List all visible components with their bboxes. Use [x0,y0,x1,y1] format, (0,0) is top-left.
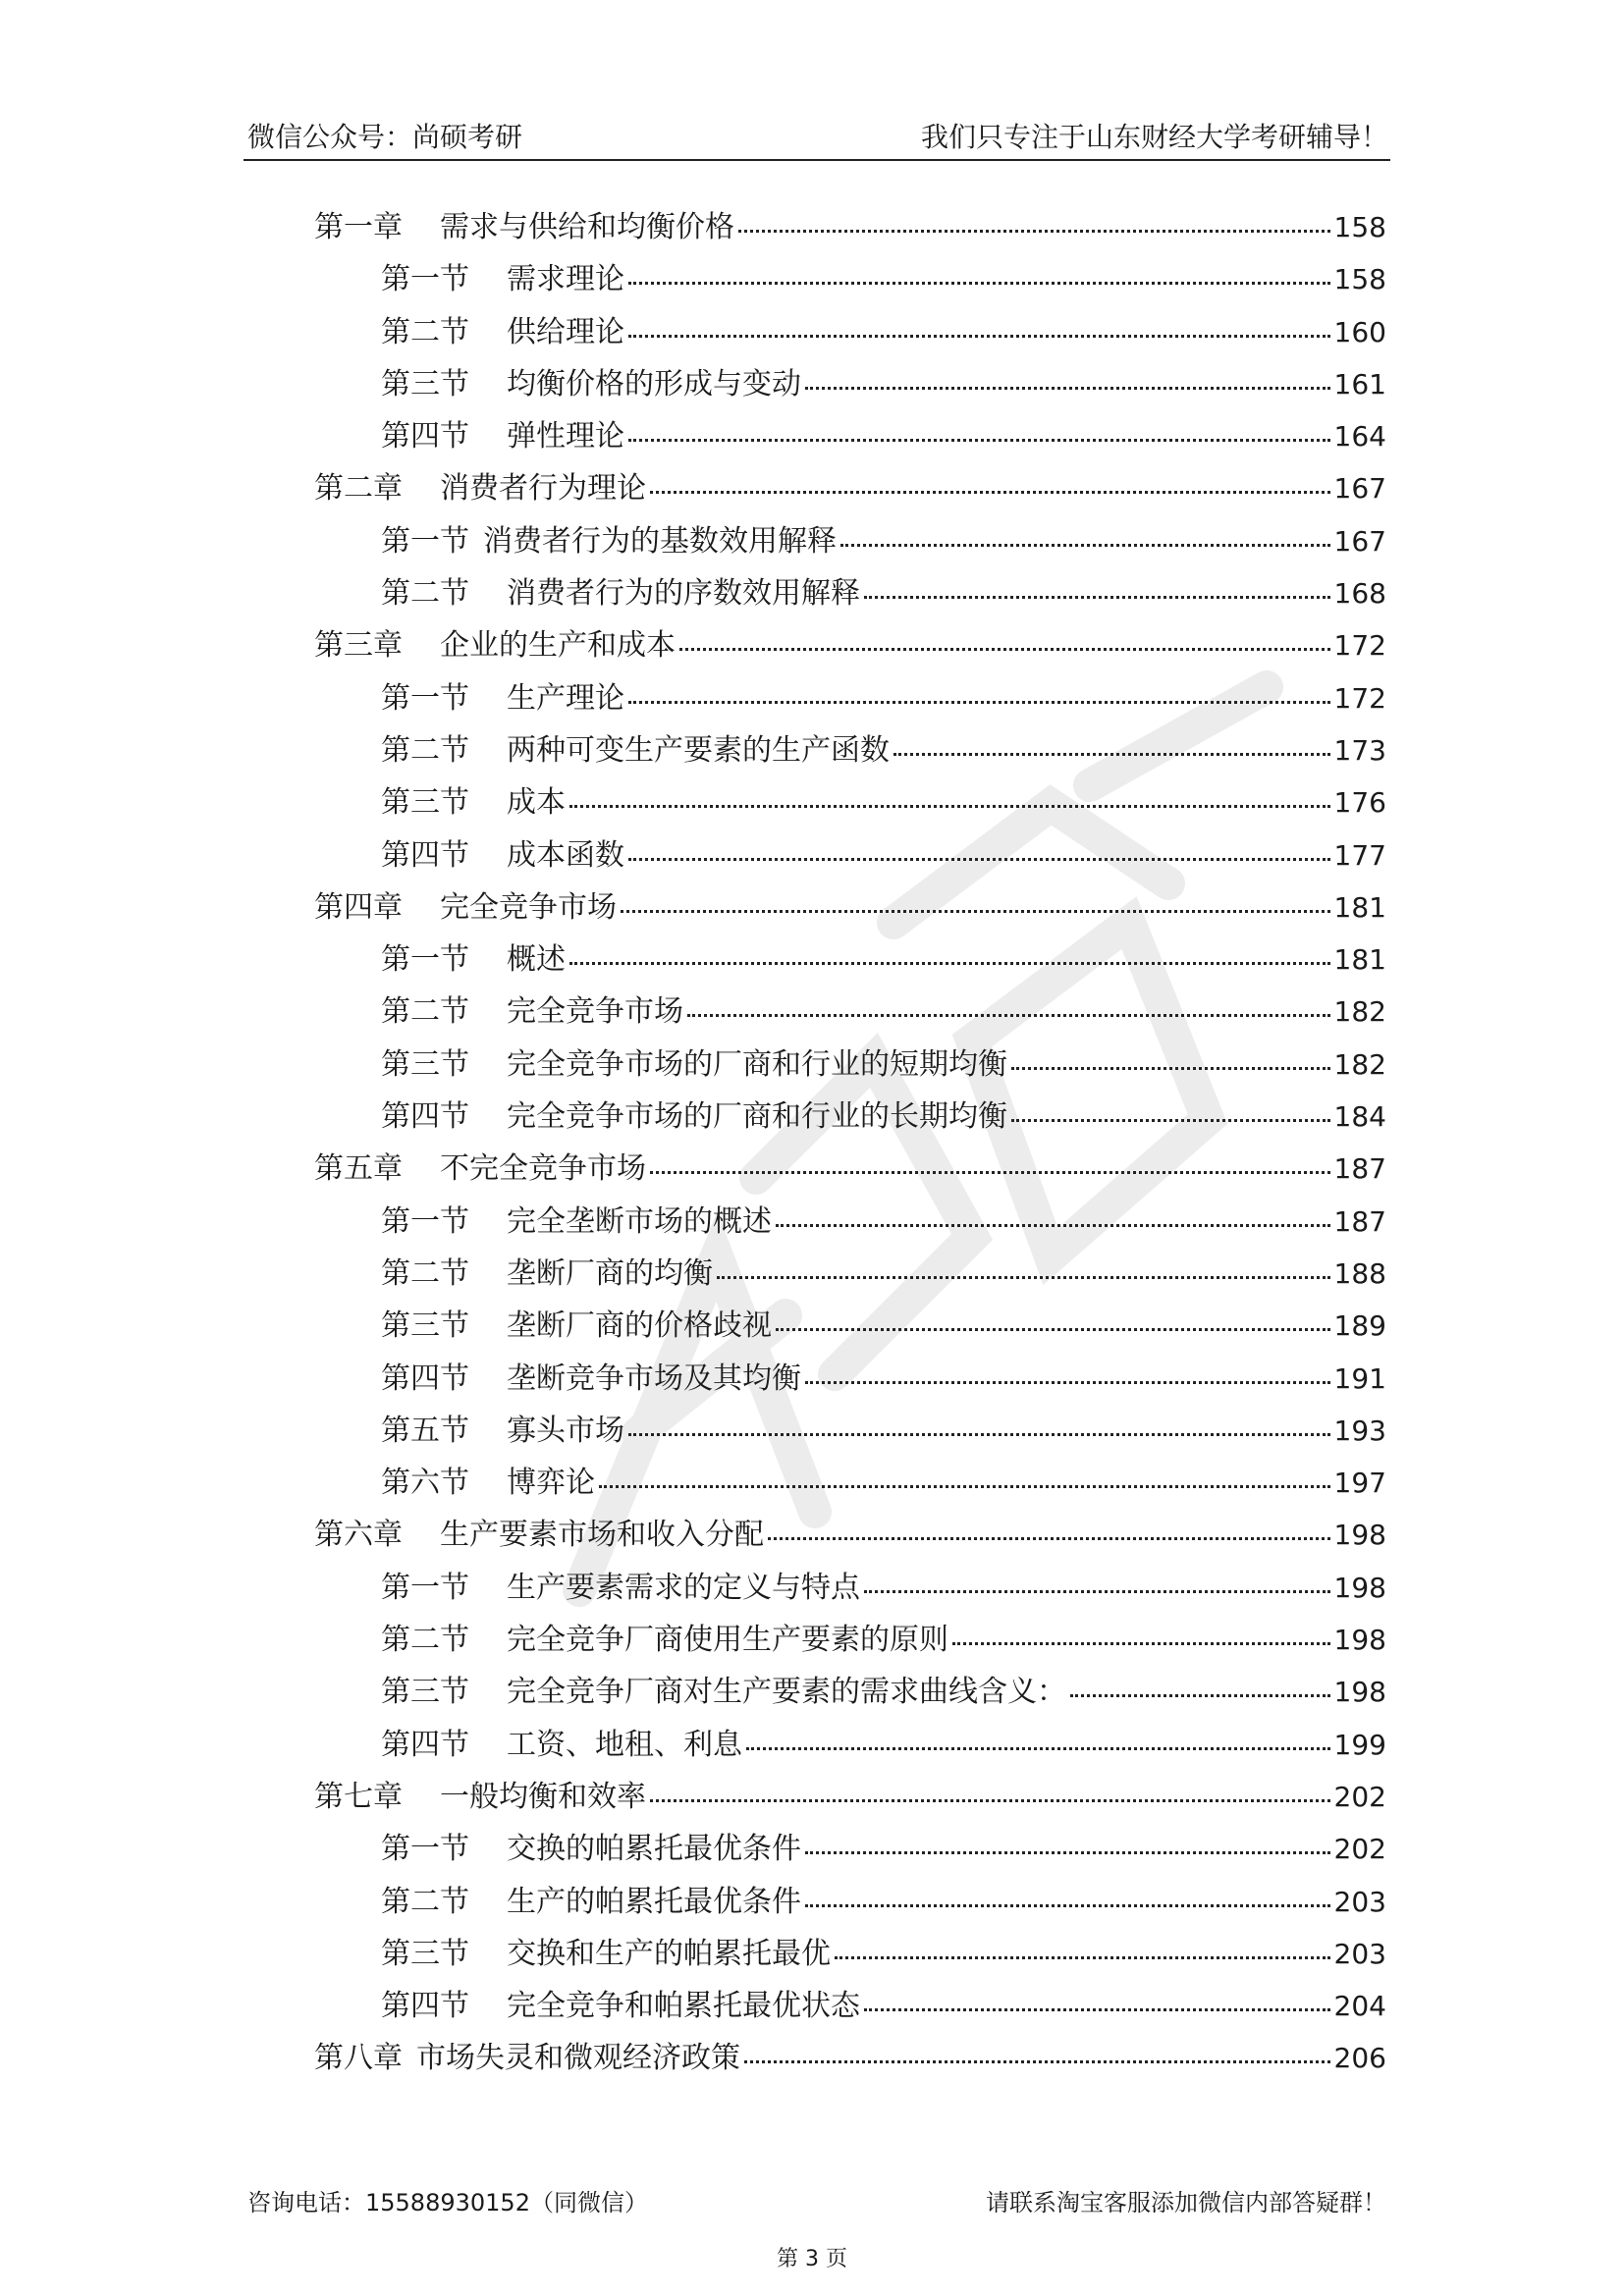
dot-leader [805,387,1330,390]
toc-entry-number: 第三节 [381,1308,469,1344]
dot-leader [1011,1067,1330,1070]
dot-leader [569,805,1330,808]
dot-leader [628,439,1330,442]
toc-entry-page: 158 [1333,263,1386,296]
toc-entry-page: 198 [1333,1676,1386,1709]
toc-chapter-entry[interactable] [314,1772,1390,1824]
toc-section-entry[interactable] [314,830,1390,882]
toc-section-entry[interactable] [314,1720,1390,1772]
toc-entry-title: 垄断竞争市场及其均衡 [507,1361,801,1396]
toc-chapter-entry[interactable] [314,620,1390,672]
toc-entry-title: 完全竞争和帕累托最优状态 [507,1989,860,2024]
toc-section-entry[interactable] [314,1406,1390,1458]
toc-section-entry[interactable] [314,987,1390,1039]
toc-entry-title: 一般均衡和效率 [440,1779,646,1814]
toc-entry-number: 第二章 [314,471,403,507]
dot-leader [744,2060,1330,2063]
toc-entry-page: 202 [1333,1833,1386,1866]
toc-section-entry[interactable] [314,568,1390,620]
toc-entry-page: 187 [1333,1204,1386,1238]
dot-leader [864,1590,1330,1593]
footer-contact-phone: 咨询电话：15588930152（同微信） [247,2189,648,2216]
dot-leader [746,1747,1330,1750]
toc-entry-title: 两种可变生产要素的生产函数 [507,732,890,768]
toc-section-entry[interactable] [314,1929,1390,1981]
toc-entry-page: 181 [1333,890,1386,924]
toc-entry-title: 生产理论 [507,680,624,716]
dot-leader [835,1956,1330,1959]
toc-entry-title: 完全竞争市场 [507,994,683,1030]
header-wechat-account: 微信公众号：尚硕考研 [247,121,523,153]
toc-entry-title: 需求理论 [507,262,624,297]
toc-section-entry[interactable] [314,1824,1390,1876]
toc-entry-title: 生产要素需求的定义与特点 [507,1570,860,1605]
dot-leader [864,2008,1330,2011]
toc-entry-number: 第一节 [381,1570,469,1605]
toc-entry-title: 市场失灵和微观经济政策 [416,2041,740,2076]
toc-entry-page: 197 [1333,1467,1386,1500]
toc-entry-page: 164 [1333,420,1386,454]
table-of-contents [314,202,1390,2086]
toc-entry-page: 198 [1333,1624,1386,1657]
toc-entry-title: 完全竞争市场的厂商和行业的短期均衡 [507,1046,1007,1082]
toc-entry-number: 第一节 [381,1203,469,1239]
toc-entry-number: 第一节 [381,262,469,297]
toc-section-entry[interactable] [314,1458,1390,1510]
dot-leader [650,491,1330,494]
toc-entry-number: 第二节 [381,994,469,1030]
toc-entry-number: 第五章 [314,1151,403,1187]
toc-section-entry[interactable] [314,725,1390,777]
toc-entry-title: 完全垄断市场的概述 [507,1203,772,1239]
toc-entry-title: 成本函数 [507,837,624,873]
toc-entry-number: 第四节 [381,1099,469,1135]
toc-entry-number: 第一节 [381,1832,469,1867]
dot-leader [864,596,1330,599]
toc-entry-number: 第四节 [381,1361,469,1396]
dot-leader [717,1276,1330,1279]
toc-entry-page: 167 [1333,524,1386,558]
toc-entry-page: 198 [1333,1519,1386,1552]
toc-section-entry[interactable] [314,254,1390,306]
toc-section-entry[interactable] [314,777,1390,829]
toc-entry-number: 第四章 [314,889,403,925]
dot-leader [628,701,1330,704]
dot-leader [776,1224,1330,1227]
dot-leader [1070,1694,1330,1697]
toc-chapter-entry[interactable] [314,1144,1390,1196]
toc-section-entry[interactable] [314,1563,1390,1615]
toc-entry-number: 第二节 [381,732,469,768]
toc-section-entry[interactable] [314,934,1390,987]
dot-leader [1011,1119,1330,1122]
toc-section-entry[interactable] [314,359,1390,411]
dot-leader [776,1328,1330,1331]
toc-entry-page: 203 [1333,1885,1386,1918]
toc-chapter-entry[interactable] [314,882,1390,934]
toc-section-entry[interactable] [314,1615,1390,1667]
toc-entry-number: 第二节 [381,1255,469,1291]
dot-leader [805,1851,1330,1854]
toc-entry-title: 完全竞争市场 [440,889,617,925]
toc-entry-number: 第五节 [381,1413,469,1448]
toc-entry-title: 弹性理论 [507,419,624,454]
toc-entry-number: 第一节 [381,523,469,559]
dot-leader [628,282,1330,285]
toc-section-entry[interactable] [314,1354,1390,1406]
toc-entry-number: 第七章 [314,1779,403,1814]
toc-entry-number: 第四节 [381,1989,469,2024]
toc-entry-page: 188 [1333,1256,1386,1290]
toc-section-entry[interactable] [314,673,1390,725]
dot-leader [893,753,1330,756]
toc-entry-title: 消费者行为的序数效用解释 [507,576,860,612]
dot-leader [599,1485,1330,1488]
toc-entry-title: 不完全竞争市场 [440,1151,646,1187]
toc-section-entry[interactable] [314,1249,1390,1301]
toc-section-entry[interactable] [314,516,1390,568]
footer-qa-group-note: 请联系淘宝客服添加微信内部答疑群！ [986,2189,1386,2216]
page-header [244,116,1390,161]
toc-entry-title: 需求与供给和均衡价格 [440,210,734,244]
toc-entry-number: 第四节 [381,419,469,454]
toc-entry-page: 182 [1333,995,1386,1029]
toc-entry-title: 均衡价格的形成与变动 [507,366,801,401]
toc-chapter-entry[interactable] [314,2033,1390,2085]
toc-entry-title: 博弈论 [507,1466,595,1501]
dot-leader [628,335,1330,338]
toc-section-entry[interactable] [314,1301,1390,1353]
toc-entry-number: 第四节 [381,1727,469,1762]
dot-leader [805,1381,1330,1384]
toc-section-entry[interactable] [314,1877,1390,1929]
toc-entry-page: 189 [1333,1309,1386,1343]
dot-leader [650,1171,1330,1174]
toc-entry-title: 成本 [507,785,566,821]
dot-leader [569,962,1330,965]
toc-entry-number: 第三节 [381,1046,469,1082]
toc-entry-page: 173 [1333,733,1386,767]
toc-entry-title: 交换的帕累托最优条件 [507,1832,801,1867]
toc-entry-page: 184 [1333,1100,1386,1134]
toc-entry-number: 第一章 [314,210,403,244]
toc-section-entry[interactable] [314,1981,1390,2033]
toc-entry-number: 第一节 [381,942,469,978]
toc-entry-page: 181 [1333,943,1386,977]
toc-entry-number: 第三章 [314,628,403,664]
toc-entry-number: 第三节 [381,1675,469,1710]
toc-entry-page: 182 [1333,1047,1386,1081]
toc-section-entry[interactable] [314,411,1390,463]
toc-entry-page: 167 [1333,472,1386,506]
page-number: 第 3 页 [777,2247,847,2271]
toc-section-entry[interactable] [314,1040,1390,1092]
header-slogan: 我们只专注于山东财经大学考研辅导！ [920,121,1388,153]
toc-entry-number: 第六章 [314,1518,403,1553]
dot-leader [621,910,1330,913]
dot-leader [738,230,1330,233]
toc-entry-page: 158 [1333,211,1386,243]
dot-leader [679,648,1330,651]
toc-entry-title: 消费者行为的基数效用解释 [483,523,837,559]
dot-leader [805,1904,1330,1907]
toc-entry-page: 206 [1333,2042,1386,2075]
toc-entry-title: 生产的帕累托最优条件 [507,1884,801,1919]
toc-entry-page: 172 [1333,681,1386,715]
toc-entry-title: 生产要素市场和收入分配 [440,1518,764,1553]
toc-entry-page: 168 [1333,577,1386,611]
toc-entry-number: 第二节 [381,314,469,349]
toc-entry-number: 第六节 [381,1466,469,1501]
toc-entry-page: 172 [1333,629,1386,663]
dot-leader [768,1537,1330,1540]
toc-entry-page: 203 [1333,1937,1386,1970]
toc-entry-number: 第四节 [381,837,469,873]
toc-entry-page: 202 [1333,1780,1386,1813]
toc-section-entry[interactable] [314,1092,1390,1144]
toc-entry-number: 第三节 [381,785,469,821]
toc-chapter-entry[interactable] [314,1510,1390,1562]
toc-entry-page: 176 [1333,786,1386,820]
toc-entry-title: 工资、地租、利息 [507,1727,742,1762]
toc-entry-page: 160 [1333,315,1386,348]
dot-leader [840,544,1330,547]
toc-entry-number: 第三节 [381,366,469,401]
toc-section-entry[interactable] [314,1197,1390,1249]
toc-entry-number: 第一节 [381,680,469,716]
dot-leader [628,1433,1330,1436]
toc-entry-title: 寡头市场 [507,1413,624,1448]
toc-chapter-entry[interactable] [314,463,1390,515]
toc-entry-title: 垄断厂商的均衡 [507,1255,713,1291]
toc-entry-title: 交换和生产的帕累托最优 [507,1936,831,1971]
toc-entry-page: 191 [1333,1362,1386,1395]
toc-entry-number: 第二节 [381,576,469,612]
toc-entry-page: 177 [1333,838,1386,872]
toc-section-entry[interactable] [314,307,1390,359]
toc-entry-number: 第八章 [314,2041,403,2076]
toc-entry-title: 概述 [507,942,566,978]
toc-entry-title: 垄断厂商的价格歧视 [507,1308,772,1344]
toc-entry-page: 204 [1333,1990,1386,2023]
toc-entry-title: 企业的生产和成本 [440,628,676,664]
toc-entry-title: 完全竞争市场的厂商和行业的长期均衡 [507,1099,1007,1135]
toc-entry-number: 第二节 [381,1623,469,1658]
toc-entry-page: 199 [1333,1728,1386,1761]
toc-entry-number: 第二节 [381,1884,469,1919]
toc-entry-title: 供给理论 [507,314,624,349]
toc-entry-title: 完全竞争厂商使用生产要素的原则 [507,1623,948,1658]
toc-entry-page: 193 [1333,1414,1386,1447]
dot-leader [687,1014,1330,1017]
toc-section-entry[interactable] [314,1667,1390,1719]
toc-entry-page: 198 [1333,1571,1386,1604]
toc-entry-page: 187 [1333,1152,1386,1186]
toc-entry-title: 消费者行为理论 [440,471,646,507]
dot-leader [650,1799,1330,1802]
toc-entry-page: 161 [1333,367,1386,400]
dot-leader [952,1642,1330,1645]
dot-leader [628,858,1330,861]
toc-chapter-entry[interactable] [314,202,1390,254]
toc-entry-number: 第三节 [381,1936,469,1971]
toc-entry-title: 完全竞争厂商对生产要素的需求曲线含义： [507,1675,1066,1710]
